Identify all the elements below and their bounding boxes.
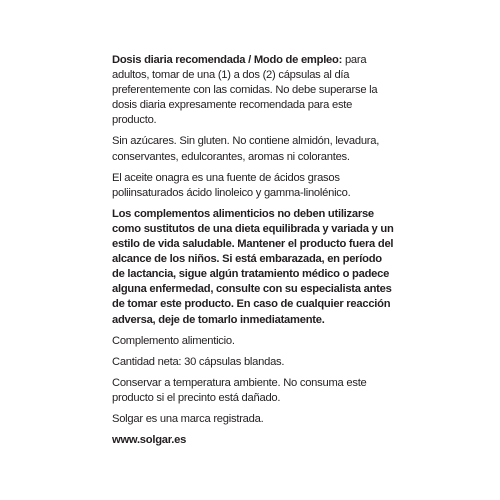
warning-paragraph: Los complementos alimenticios no deben utilizarse como sustitutos de una dieta equilibrada y variada y un estilo de vida saludable. Mantener el producto fuera del alcance de los niños. Si está embarazada, en período de lactancia, sigue algún tratamiento médico o padece alguna enfermedad, consulte con su especialista antes de tomar este producto. En caso de cualquier reacción adversa, deje de tomarlo inmediatamente. (112, 207, 394, 326)
net-quantity-paragraph: Cantidad neta: 30 cápsulas blandas. (112, 355, 285, 368)
dosage-heading: Dosis diaria recomendada / Modo de empleo: (112, 54, 343, 66)
free-from-paragraph: Sin azúcares. Sin gluten. No contiene almidón, levadura, conservantes, edulcorantes, aromas ni colorantes. (112, 135, 380, 163)
dosage-paragraph (112, 53, 394, 128)
website-link[interactable]: www.solgar.es (112, 434, 187, 447)
storage-paragraph: Conservar a temperatura ambiente. No consuma este producto si el precinto está dañado. (112, 376, 367, 404)
product-label-text (112, 53, 394, 454)
product-type-paragraph: Complemento alimenticio. (112, 334, 235, 347)
source-info-paragraph: El aceite onagra es una fuente de ácidos grasos poliinsaturados ácido linoleico y gamma-linolénico. (112, 171, 351, 199)
dosage-text: para adultos, tomar de una (1) a dos (2) cápsulas al día preferentemente con las comidas. No debe superarse la dosis diaria expresamente recomendada para este producto. (112, 54, 378, 127)
trademark-paragraph: Solgar es una marca registrada. (112, 412, 264, 425)
